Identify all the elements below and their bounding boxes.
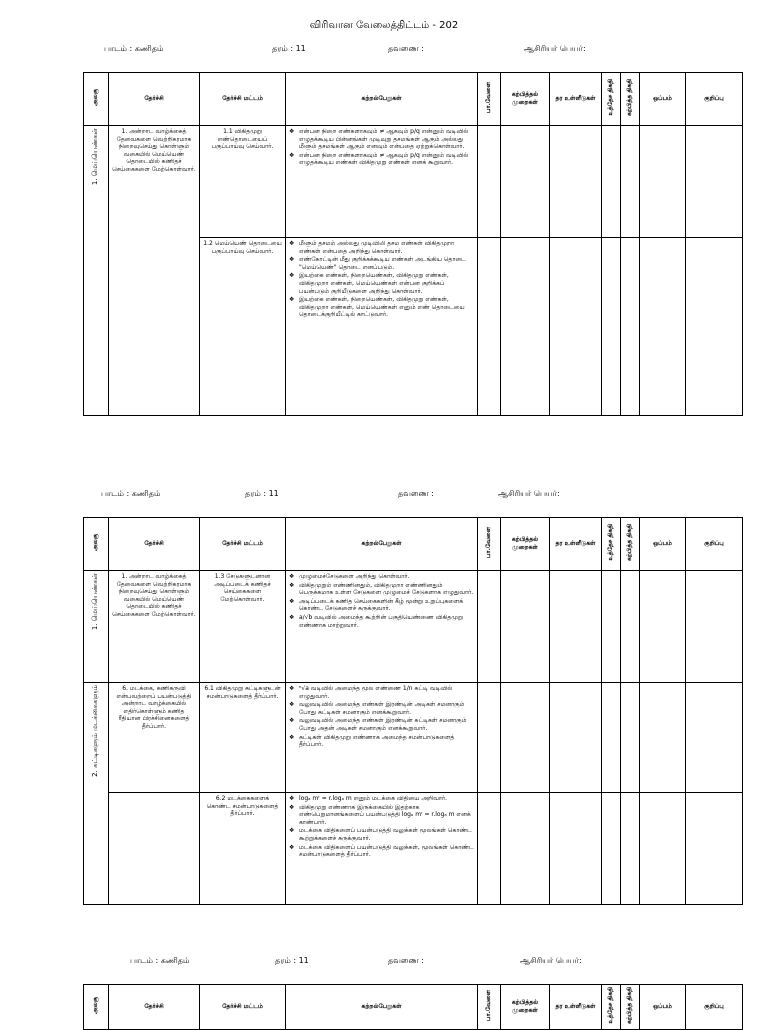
header-quality-inputs: தர உள்ளீடுகள் bbox=[550, 518, 602, 571]
unit-cell: 1. மெய்யெண்கள் bbox=[84, 126, 109, 416]
header-competency: தேர்ச்சி bbox=[109, 985, 200, 1030]
remarks-cell bbox=[686, 571, 743, 683]
learning-outcomes-cell bbox=[286, 683, 478, 793]
header-quality-inputs: தர உள்ளீடுகள் bbox=[550, 985, 602, 1030]
header-competency-level: தேர்ச்சி மட்டம் bbox=[200, 73, 286, 126]
subject-label: பாடம் : கணிதம் bbox=[104, 44, 164, 53]
expected-date-cell bbox=[602, 238, 621, 416]
header-expected-date: உத்தேச திகதி bbox=[602, 73, 621, 126]
teacher-label: ஆசிரியர் பெயர்: bbox=[524, 44, 586, 53]
header-unit: அலகு bbox=[84, 73, 109, 126]
periods-cell bbox=[478, 793, 501, 905]
grade-label: தரம் : 11 bbox=[245, 489, 279, 498]
subject-label: பாடம் : கணிதம் bbox=[101, 489, 161, 498]
signature-cell bbox=[640, 683, 686, 793]
competency-cell: 6. மடக்கை, கணிகருவி என்பவற்றைப் பயன்படுத்தி அன்றாட வாழ்க்கையில் எதிர்கொள்ளும் கணித ரீதியான பிரச்சினைகளைத் தீர்ப்பார். bbox=[109, 683, 200, 793]
header-taught-date: கற்பித்த திகதி bbox=[621, 73, 640, 126]
list-item: ❖ a/√b வடிவில் அமைந்த கூற்றின் பகுதியெண்ணை விகிதமுறு எண்ணாக மாற்றுவார். bbox=[289, 614, 474, 629]
methods-cell bbox=[501, 126, 550, 238]
header-competency-level: தேர்ச்சி மட்டம் bbox=[200, 985, 286, 1030]
learning-outcomes-cell bbox=[286, 571, 478, 683]
competency-cell: 1. அன்றாட வாழ்க்கைத் தேவைகளை வெற்றிகரமாக நிறைவுசெய்து கொள்ளும் வகையில் மெய்யெண் தொடையில் கணிதச் செய்கைகளை மேற்கொள்வார். bbox=[109, 571, 200, 683]
learning-outcomes-cell bbox=[286, 238, 478, 416]
header-unit: அலகு bbox=[84, 518, 109, 571]
list-item: ❖ முழுமைச்சேடுகளை அறிந்து கொள்வார். bbox=[289, 573, 474, 581]
methods-cell bbox=[501, 683, 550, 793]
table-row bbox=[84, 793, 743, 905]
expected-date-cell bbox=[602, 126, 621, 238]
header-remarks: குறிப்பு bbox=[686, 73, 743, 126]
list-item: ❖ சுட்டிகள் விகிதமுறு எண்ணாக அமைந்த சமன்பாடுகளைத் தீர்ப்பார். bbox=[289, 734, 474, 749]
list-item: ❖ வலுவடிவில் அமைந்த எண்கள் இரண்டின் அடிகள் சமனாகும் போது சுட்டிகள் சமனாகும் எனக்கூறுவார். bbox=[289, 701, 474, 716]
meta-row bbox=[0, 44, 768, 58]
competency-level-cell: 6.2 மடக்கைகளைக் கொண்ட சமன்பாடுகளைத் தீர்ப்பார். bbox=[200, 793, 286, 905]
competency-cell bbox=[109, 793, 200, 905]
signature-cell bbox=[640, 793, 686, 905]
header-expected-date: உத்தேச திகதி bbox=[602, 518, 621, 571]
quality-inputs-cell bbox=[550, 793, 602, 905]
grade-label: தரம் : 11 bbox=[275, 956, 309, 965]
taught-date-cell bbox=[621, 126, 640, 238]
periods-cell bbox=[478, 683, 501, 793]
header-competency: தேர்ச்சி bbox=[109, 518, 200, 571]
list-item: ❖ என்பன நிறை எண்களாகவும் ≠ ஆகவும் p/q என்னும் வடிவில் எழுதக்கூடிய பின்னங்கள் முடிவுறு தசமங்கள் ஆகும் அல்லது மீளும் தசமங்கள் ஆகும் எனவும் என்பதை ஏற்றுக்கொள்வார். bbox=[289, 128, 474, 151]
scheme-table-3 bbox=[83, 984, 743, 1030]
remarks-cell bbox=[686, 793, 743, 905]
header-quality-inputs: தர உள்ளீடுகள் bbox=[550, 73, 602, 126]
competency-level-cell: 1.3 சேடுகளுடனான அடிப்படைக் கணிதச் செய்கைகளை மேற்கொள்வார். bbox=[200, 571, 286, 683]
header-expected-date: உத்தேச திகதி bbox=[602, 985, 621, 1030]
term-label: தவணை : bbox=[398, 489, 434, 498]
header-periods: பா.வேளை bbox=[478, 518, 501, 571]
header-competency: தேர்ச்சி bbox=[109, 73, 200, 126]
meta-row bbox=[0, 956, 768, 970]
subject-label: பாடம் : கணிதம் bbox=[130, 956, 190, 965]
competency-cell: 1. அன்றாட வாழ்க்கைத் தேவைகளை வெற்றிகரமாக நிறைவுசெய்து கொள்ளும் வகையில் மெய்யெண் தொடையில் கணிதச் செய்கைகளை மேற்கொள்வார். bbox=[109, 126, 200, 416]
list-item: ❖ இயற்கை எண்கள், நிறையெண்கள், விகிதமுறு எண்கள், விகிதமுறா எண்கள், மெய்யெண்கள் எனும் எண் தொடையை தொடைக்குறியீட்டில் காட்டுவார். bbox=[289, 296, 474, 319]
header-taught-date: கற்பித்த திகதி bbox=[621, 518, 640, 571]
term-label: தவணை : bbox=[388, 44, 424, 53]
expected-date-cell bbox=[602, 793, 621, 905]
header-signature: ஒப்பம் bbox=[640, 985, 686, 1030]
list-item: ❖ மீளும் தசமம் அல்லது முடிவிலி தசம எண்கள் விகிதமுறா எண்கள் என்பதை அறிந்து கொள்வார். bbox=[289, 240, 474, 255]
header-remarks: குறிப்பு bbox=[686, 985, 743, 1030]
list-item: ❖ விகிதமுறு எண்ணாக இருக்கையில் இதற்காக எண்பெறுமானங்களைப் பயன்படுத்தி logₐ mʳ = r.logₐ m எனக் காண்பார். bbox=[289, 804, 474, 827]
periods-cell bbox=[478, 126, 501, 238]
expected-date-cell bbox=[602, 683, 621, 793]
list-item: ❖ என்பன நிறை எண்களாகவும் ≠ ஆகவும் p/q என்னும் வடிவில் எழுதக்கூடிய எண்கள் விகிதமுறு எண்கள் எனக் கூறுவார். bbox=[289, 152, 474, 167]
header-competency-level: தேர்ச்சி மட்டம் bbox=[200, 518, 286, 571]
periods-cell bbox=[478, 571, 501, 683]
header-learning-outcomes: கற்றல்பேறுகள் bbox=[286, 985, 478, 1030]
scheme-table-2 bbox=[83, 517, 743, 905]
unit-cell: 1. மெய்யெண்கள் bbox=[84, 571, 109, 683]
quality-inputs-cell bbox=[550, 126, 602, 238]
learning-outcomes-cell bbox=[286, 793, 478, 905]
header-learning-outcomes: கற்றல்பேறுகள் bbox=[286, 73, 478, 126]
header-periods: பா.வேளை bbox=[478, 985, 501, 1030]
remarks-cell bbox=[686, 238, 743, 416]
taught-date-cell bbox=[621, 238, 640, 416]
quality-inputs-cell bbox=[550, 238, 602, 416]
quality-inputs-cell bbox=[550, 571, 602, 683]
header-methods: கற்பித்தல் முறைகள் bbox=[501, 985, 550, 1030]
competency-level-cell: 1.1 விகிதமுறு எண்தொடையைப் பகுப்பாய்வு செய்வார். bbox=[200, 126, 286, 238]
signature-cell bbox=[640, 126, 686, 238]
meta-row bbox=[0, 489, 768, 503]
grade-label: தரம் : 11 bbox=[272, 44, 306, 53]
page-title: விரிவான வேலைத்திட்டம் - 202 bbox=[309, 20, 459, 31]
table-row bbox=[84, 571, 743, 683]
competency-level-cell: 1.2 மெய்யெண் தொடையை பகுப்பாய்வு செய்வார். bbox=[200, 238, 286, 416]
list-item: ❖ மடக்கை விதிகளைப் பயன்படுத்தி வலுக்கள் மூலங்கள் கொண்ட கூற்றுக்களைச் சுருக்குவார். bbox=[289, 827, 474, 842]
teacher-label: ஆசிரியர் பெயர்: bbox=[520, 956, 582, 965]
remarks-cell bbox=[686, 126, 743, 238]
header-signature: ஒப்பம் bbox=[640, 518, 686, 571]
list-item: ❖ வலுவடிவில் அமைந்த எண்கள் இரண்டின் சுட்டிகள் சமனாகும் போது அதன் அடிகள் சமனாகும் எனக்கூறுவார். bbox=[289, 717, 474, 732]
header-row bbox=[84, 73, 743, 126]
methods-cell bbox=[501, 793, 550, 905]
list-item: ❖ logₐ mʳ = r.logₐ m எனும் மடக்கை விதியை அறிவார். bbox=[289, 795, 474, 803]
taught-date-cell bbox=[621, 683, 640, 793]
header-remarks: குறிப்பு bbox=[686, 518, 743, 571]
learning-outcomes-cell bbox=[286, 126, 478, 238]
list-item: ❖ இயற்கை எண்கள், நிறையெண்கள், விகிதமுறு எண்கள், விகிதமுறா எண்கள், மெய்யெண்கள் என்பன குறிக்கப் பயன்படும் குறியீடுகளை அறிந்து கொள்வார். bbox=[289, 272, 474, 295]
expected-date-cell bbox=[602, 571, 621, 683]
taught-date-cell bbox=[621, 571, 640, 683]
header-taught-date: கற்பித்த திகதி bbox=[621, 985, 640, 1030]
table-row bbox=[84, 683, 743, 793]
list-item: ❖ ⁿ√a வடிவில் அமைந்த மூல எண்ணை 1/n சுட்டி வடிவில் எழுதுவார். bbox=[289, 685, 474, 700]
scheme-table-1 bbox=[83, 72, 743, 416]
taught-date-cell bbox=[621, 793, 640, 905]
header-methods: கற்பித்தல் முறைகள் bbox=[501, 73, 550, 126]
list-item: ❖ மடக்கை விதிகளைப் பயன்படுத்தி வலுக்கள், மூலங்கள் கொண்ட சமன்பாடுகளைத் தீர்ப்பார். bbox=[289, 844, 474, 859]
list-item: ❖ அடிப்படைக் கணித செய்கைகளின் கீழ் மூன்று உறுப்புகளைக் கொண்ட சேடுகளைச் சுருக்குவார். bbox=[289, 598, 474, 613]
header-learning-outcomes: கற்றல்பேறுகள் bbox=[286, 518, 478, 571]
list-item: ❖ விகிதமுறும் எண்ணினதும், விகிதமுறா எண்ணினதும் பெருக்கமாக உள்ள சேடுகளை முழுமைச் சேடுகளாக எழுதுவார். bbox=[289, 582, 474, 597]
header-periods: பா.வேளை bbox=[478, 73, 501, 126]
table-row bbox=[84, 126, 743, 238]
signature-cell bbox=[640, 238, 686, 416]
header-methods: கற்பித்தல் முறைகள் bbox=[501, 518, 550, 571]
header-unit: அலகு bbox=[84, 985, 109, 1030]
signature-cell bbox=[640, 571, 686, 683]
periods-cell bbox=[478, 238, 501, 416]
methods-cell bbox=[501, 571, 550, 683]
teacher-label: ஆசிரியர் பெயர்: bbox=[498, 489, 560, 498]
unit-cell: 2. சுட்டிகளும் மடக்கைகளும் bbox=[84, 683, 109, 905]
remarks-cell bbox=[686, 683, 743, 793]
header-signature: ஒப்பம் bbox=[640, 73, 686, 126]
competency-level-cell: 6.1 விகிதமுறு சுட்டிகளுடன் சமன்பாடுகளைத் தீர்ப்பார். bbox=[200, 683, 286, 793]
term-label: தவணை : bbox=[388, 956, 424, 965]
header-row bbox=[84, 518, 743, 571]
header-row bbox=[84, 985, 743, 1030]
list-item: ❖ எண்கோட்டின் மீது குறிக்கக்கூடிய எண்கள் அடங்கிய தொடை "மெய்யெண்" தொடை எனப்படும். bbox=[289, 256, 474, 271]
methods-cell bbox=[501, 238, 550, 416]
quality-inputs-cell bbox=[550, 683, 602, 793]
